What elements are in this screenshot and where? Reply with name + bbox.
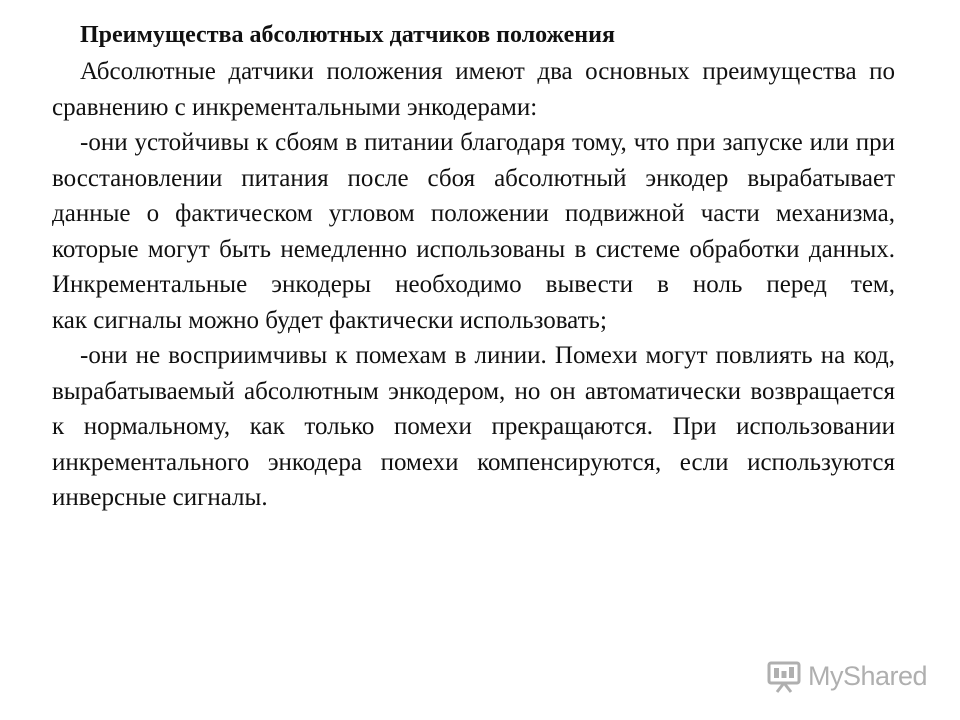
paragraph-intro: Абсолютные датчики положения имеют два основных преимущества по сравнению с инкрементальными энкодерами: [52,58,895,121]
document-body [52,16,895,516]
paragraph-advantage-2: -они не восприимчивы к помехам в линии. Помехи могут повлиять на код, вырабатываемый абсолютным энкодером, но он автоматически возвращается к нормальному, как только помехи прекращаются. При использовании инкрементального энкодера помехи компенсируются, если используются инверсные сигналы. [52,342,895,511]
presentation-board-icon [766,658,802,694]
document-title: Преимущества абсолютных датчиков положения [80,22,615,48]
watermark-text: MyShared [808,660,928,691]
watermark [766,656,927,696]
paragraph-advantage-1: -они устойчивы к сбоям в питании благодаря тому, что при запуске или при восстановлении питания после сбоя абсолютный энкодер вырабатывает данные о фактическом угловом положении подвижной части механизма, которые могут быть немедленно использованы в системе обработки данных. Инкрементальные энкодеры необходимо вывести в ноль перед тем, [52,129,895,298]
paragraph-advantage-1-continuation: как сигналы можно будет фактически использовать; [52,306,607,334]
